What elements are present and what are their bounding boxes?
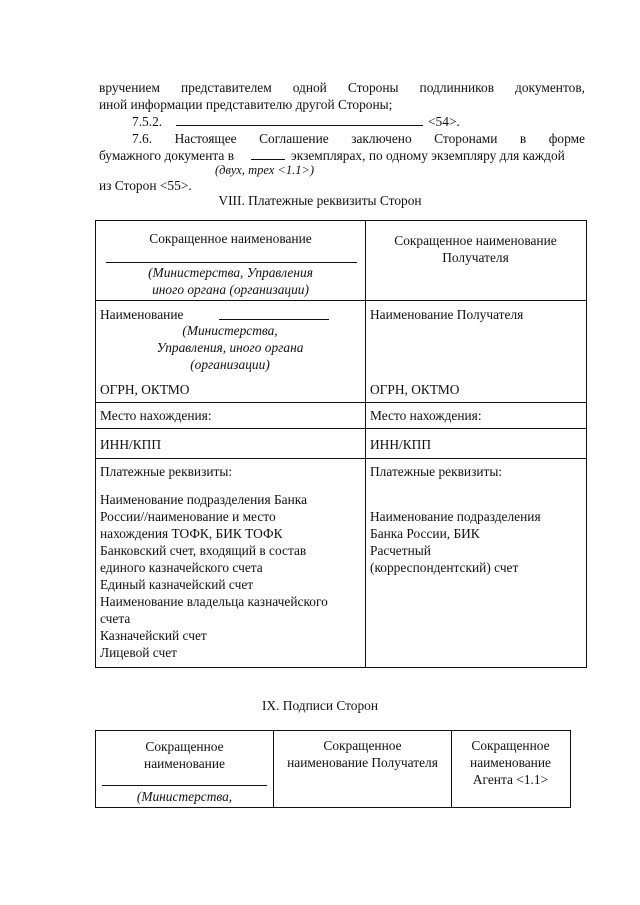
item-7-5-2-number: 7.5.2.	[132, 114, 163, 129]
table-row-divider	[95, 458, 586, 459]
section-8-title: VIII. Платежные реквизиты Сторон	[218, 193, 422, 208]
signature-col-1-blank-line	[102, 785, 267, 786]
payment-line: нахождения ТОФК, БИК ТОФК	[100, 526, 283, 541]
word: Сторонами	[434, 131, 498, 146]
item-7-6-line-3: из Сторон <55>.	[99, 178, 192, 193]
right-location-label: Место нахождения:	[370, 408, 482, 423]
word: одной	[292, 80, 327, 95]
header-line: Сокращенное	[145, 739, 224, 754]
left-header: Сокращенное наименование	[149, 231, 312, 246]
word: 7.6.	[132, 131, 153, 146]
table-row-divider	[95, 300, 586, 301]
hint-line: (Министерства, Управления	[148, 265, 313, 280]
header-line: Сокращенное наименование	[394, 233, 557, 248]
left-name-hint	[150, 322, 310, 373]
right-payment-lines	[370, 508, 541, 576]
payment-line: Банка России, БИК	[370, 526, 480, 541]
header-line: наименование Получателя	[287, 755, 438, 770]
intro-line-1	[99, 79, 585, 96]
header-line: Агента <1.1>	[472, 772, 549, 787]
blank-line	[176, 125, 423, 126]
word: Стороны	[347, 80, 399, 95]
word: представителем	[180, 80, 272, 95]
hint-line: Управления, иного органа	[156, 340, 304, 355]
table-row-divider	[95, 402, 586, 403]
signature-col-1-hint: (Министерства,	[136, 789, 233, 804]
copies-hint: (двух, трех <1.1>)	[215, 163, 315, 177]
hint-line: иного органа (организации)	[152, 282, 309, 297]
item-7-6-line-1	[132, 130, 585, 147]
payment-line: Наименование подразделения	[370, 509, 541, 524]
section-9-title: IX. Подписи Сторон	[261, 698, 379, 713]
payment-line: Лицевой счет	[100, 645, 178, 660]
signature-col-2-header	[274, 737, 451, 771]
left-name-label: Наименование	[100, 307, 184, 322]
left-header-hint	[96, 264, 365, 298]
payment-line: России//наименование и место	[100, 509, 276, 524]
payment-line: (корреспондентский) счет	[370, 560, 519, 575]
left-location-label: Место нахождения:	[100, 408, 212, 423]
payment-line: единого казначейского счета	[100, 560, 263, 575]
table-column-divider	[365, 220, 366, 667]
left-header-blank-line	[106, 262, 357, 263]
header-line: наименование	[470, 755, 551, 770]
item-7-5-2-ref: <54>.	[428, 114, 460, 129]
payment-line: Единый казначейский счет	[100, 577, 254, 592]
header-line: наименование	[144, 756, 225, 771]
left-payment-label: Платежные реквизиты:	[100, 464, 233, 479]
table-row-divider	[95, 428, 586, 429]
word: документов,	[515, 80, 585, 95]
right-ogrn-label: ОГРН, ОКТМО	[370, 382, 460, 397]
right-inn-label: ИНН/КПП	[370, 437, 432, 452]
item-7-6-line-2b: экземплярах, по одному экземпляру для каждой	[291, 148, 565, 163]
header-line: Сокращенное	[471, 738, 550, 753]
signature-col-3-header	[452, 737, 569, 788]
intro-line-2: иной информации представителю другой Стороны;	[99, 97, 393, 112]
header-line: Сокращенное	[323, 738, 402, 753]
payment-line: Расчетный	[370, 543, 431, 558]
word: Настоящее	[174, 131, 237, 146]
item-7-6-line-2a: бумажного документа в	[99, 148, 235, 163]
word: подлинников	[419, 80, 495, 95]
left-ogrn-label: ОГРН, ОКТМО	[100, 382, 190, 397]
word: в	[519, 131, 527, 146]
copies-blank-line	[251, 159, 285, 160]
payment-line: Казначейский счет	[100, 628, 207, 643]
right-name-label: Наименование Получателя	[370, 307, 524, 322]
signature-col-1-header	[96, 738, 273, 772]
hint-line: (организации)	[190, 357, 270, 372]
word: Соглашение	[259, 131, 329, 146]
word: вручением	[99, 80, 160, 95]
header-line: Получателя	[442, 250, 509, 265]
right-header	[366, 232, 585, 266]
left-payment-lines	[100, 491, 328, 661]
payment-line: Наименование владельца казначейского	[100, 594, 328, 609]
left-name-blank-line	[219, 319, 329, 320]
hint-line: (Министерства,	[182, 323, 278, 338]
word: заключено	[351, 131, 412, 146]
payment-line: Банковский счет, входящий в состав	[100, 543, 307, 558]
left-inn-label: ИНН/КПП	[100, 437, 162, 452]
right-payment-label: Платежные реквизиты:	[370, 464, 503, 479]
payment-line: Наименование подразделения Банка	[100, 492, 308, 507]
payment-line: счета	[100, 611, 131, 626]
word: форме	[548, 131, 585, 146]
